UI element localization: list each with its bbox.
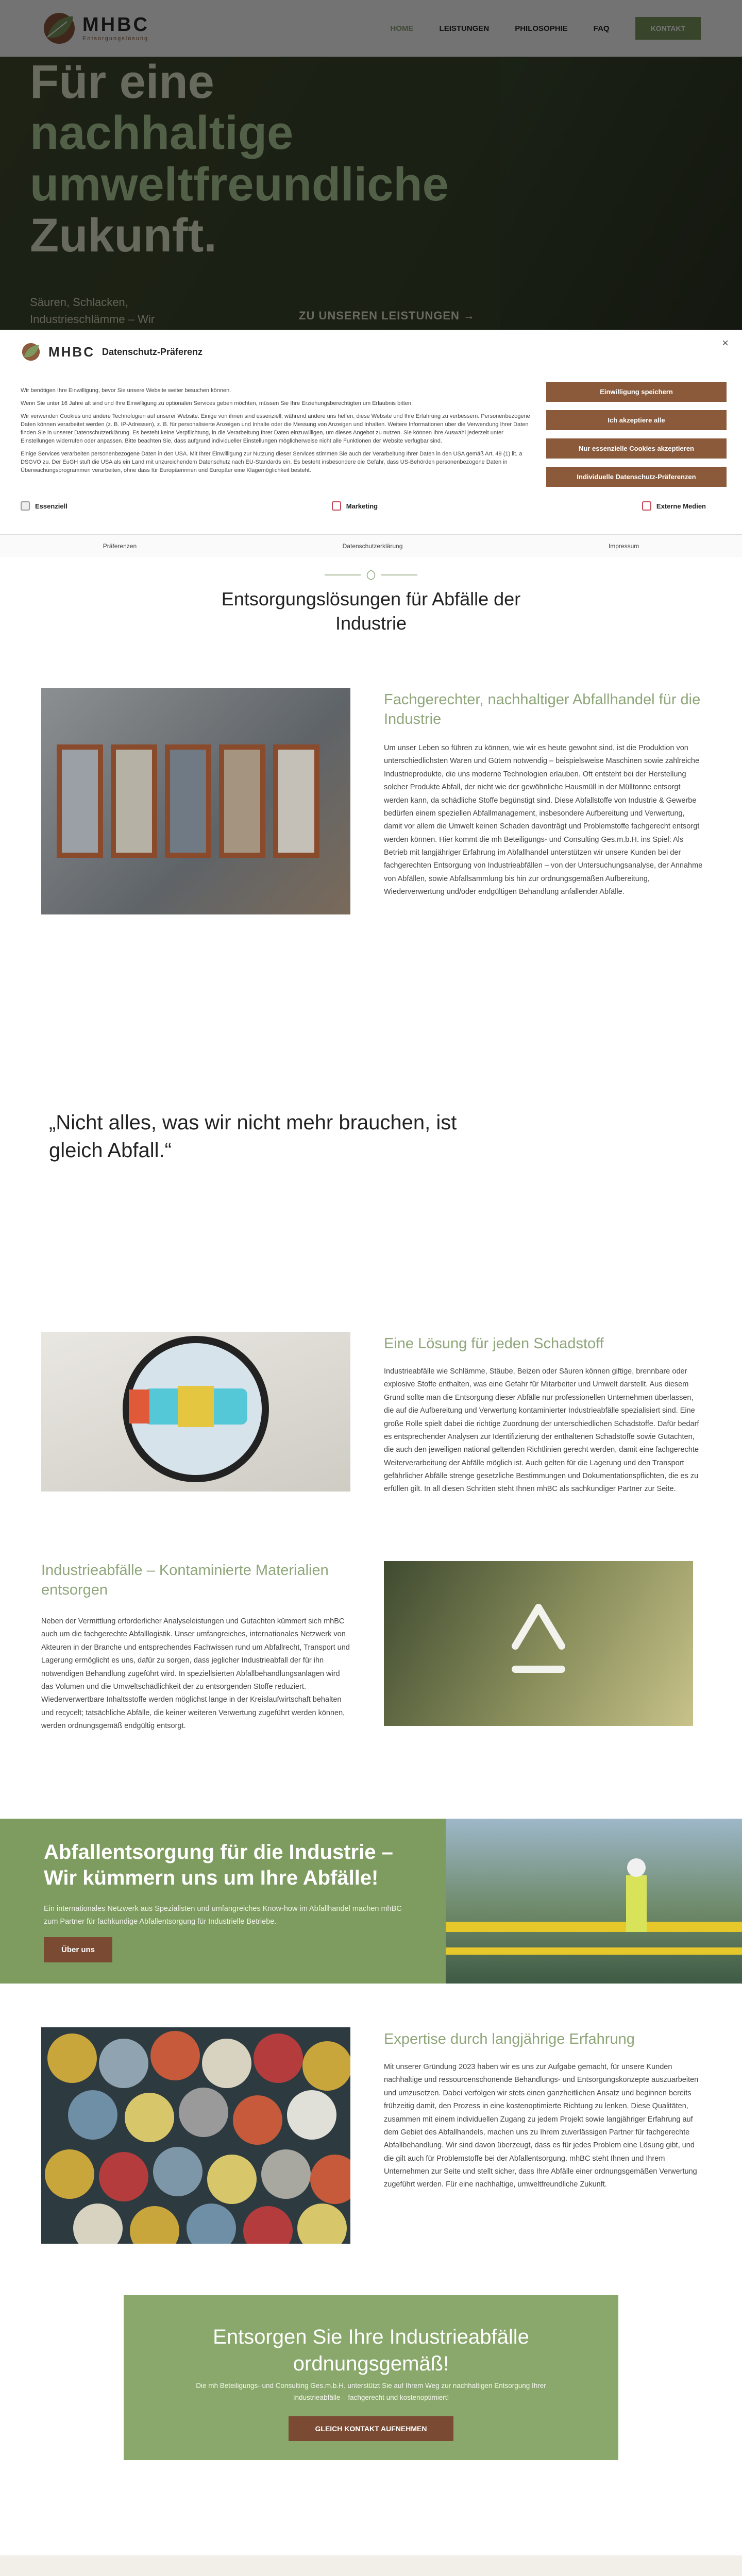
- checkbox[interactable]: [332, 501, 341, 511]
- cookie-header: [0, 330, 742, 362]
- cookie-paragraph: Einige Services verarbeiten personenbezogene Daten in den USA. Mit Ihrer Einwilligung zur Nutzung dieser Services stimmen Sie auch der Verarbeitung Ihrer Daten in den USA gemäß Art. 49 (1) lit. a DSGVO zu. Der EuGH stuft die USA als ein Land mit unzureichendem Datenschutz nach EU-Standards ein. Es besteht insbesondere die Gefahr, dass US-Behörden personenbezogene Daten in Überwachungsprogrammen verarbeiten, ohne dass für Europäerinnen und Europäer eine Klagemöglichkeit besteht.: [21, 450, 522, 473]
- block-title: Expertise durch langjährige Erfahrung: [384, 2031, 635, 2047]
- site-footer: [0, 2555, 742, 2576]
- toggle-essential[interactable]: [21, 501, 68, 511]
- cookie-link-privacy[interactable]: Datenschutzerklärung: [342, 542, 403, 550]
- cta-title-line: Entsorgen Sie Ihre Industrieabfälle: [213, 2326, 529, 2348]
- checkbox[interactable]: [642, 501, 651, 511]
- save-consent-button[interactable]: Einwilligung speichern: [546, 382, 727, 402]
- contact-now-button[interactable]: GLEICH KONTAKT AUFNEHMEN: [289, 2416, 453, 2441]
- cookie-consent-banner: [0, 330, 742, 556]
- cta-text: Die mh Beteiligungs- und Consulting Ges.m.b.H. unterstützt Sie auf Ihrem Weg zur nachhaltigen Entsorgung Ihrer Industrieabfälle – fachgerecht und kostenoptimiert!: [196, 2382, 546, 2401]
- scrap-bins-illustration: [41, 688, 350, 914]
- toggle-label: Marketing: [346, 502, 378, 510]
- contact-cta: [124, 2295, 618, 2460]
- cookie-brand: MHBC: [48, 344, 95, 360]
- quote: „Nicht alles, was wir nicht mehr brauchen, ist gleich Abfall.“: [49, 1111, 457, 1162]
- scrap-metal-image: [41, 688, 350, 914]
- cookie-categories: [21, 501, 706, 511]
- banner-title: Abfallentsorgung für die Industrie – Wir kümmern uns um Ihre Abfälle!: [44, 1841, 393, 1889]
- individual-preferences-button[interactable]: Individuelle Datenschutz-Präferenzen: [546, 467, 727, 487]
- plant-illustration: [446, 1819, 742, 1984]
- block-text: Neben der Vermittlung erforderlicher Analyseleistungen und Gutachten kümmert sich mhBC auch um die fachgerechte Abfalllogistik. Unser umfangreiches, internationales Netzwerk von Akteuren in der Branche und entsprechendes Fachwissen rund um Abfallrecht, Transport und Lagerung ermöglicht es uns, dafür zu sorgen, dass jeglicher Industrieabfall der für ihn notwendigen Behandlung zugeführt wird. In speziellsierten Abfallbehandlungsanlagen wird das Volumen und die Umweltschädlichkeit der zu entsorgenden Stoffe reduziert. Wiederverwertbare Inhaltsstoffe werden möglichst lange in der Kreislaufwirtschaft behalten und recycelt; tatsächliche Abfälle, die keiner weiteren Verwertung zugeführt werden können, werden ordnungsgemäß endgültig entsorgt.: [41, 1617, 350, 1730]
- cookie-text: [21, 387, 536, 479]
- block-title: Eine Lösung für jeden Schadstoff: [384, 1335, 604, 1352]
- about-banner: [0, 1819, 742, 1984]
- about-us-button[interactable]: Über uns: [44, 1937, 112, 1962]
- block-text: Um unser Leben so führen zu können, wie wir es heute gewohnt sind, ist die Produktion von unterschiedlichsten Waren und Gütern notwendig – beispielsweise Maschinen sowie zahlreiche Industrieprodukte, die uns moderne Technologien erlauben. Oft entsteht bei der Herstellung solcher Produkte Abfall, der nicht wie der gewöhnliche Hausmüll in der Mülltonne entsorgt werden kann, da schädliche Stoffe begünstigt sind. Diese Abfallstoffe von Industrie & Gewerbe bedürfen einem speziellen Abfallmanagement, insbesondere Aufbereitung und Verwertung, damit vor allem die Umwelt keinen Schaden davonträgt und Problemstoffe fachgerecht entsorgt werden können. Hier kommt die mh Beteiligungs- und Consulting Ges.m.b.H. ins Spiel: Als Betrieb mit langjähriger Erfahrung im Abfallhandel unterstützen wir unsere Kunden bei der fachgerechten Entsorgung von Industrieabfällen – von der Untersuchungsanalyse, der Annahme von Abfällen, sowie Abfallsammlung bis hin zur ordnungsgemäßen Aufbereitung, Wiederverwertung und/oder endgültigen Behandlung anfallender Abfälle.: [384, 744, 703, 896]
- cookie-paragraph: Wenn Sie unter 16 Jahre alt sind und Ihre Einwilligung zu optionalen Services geben möchten, müssen Sie Ihre Erziehungsberechtigten um Erlaubnis bitten.: [21, 400, 413, 406]
- toggle-external-media[interactable]: [642, 501, 706, 511]
- toggle-label: Externe Medien: [656, 502, 706, 510]
- leaf-divider-icon: [319, 569, 423, 581]
- batteries-image: [41, 2027, 350, 2244]
- treatment-plant-image: [446, 1819, 742, 1984]
- cta-title-line: ordnungsgemäß!: [293, 2352, 449, 2375]
- section-title-line: Industrie: [335, 612, 407, 634]
- block-text: Mit unserer Gründung 2023 haben wir es uns zur Aufgabe gemacht, für unsere Kunden nachhaltige und ressourcenschonende Behandlungs- und Entsorgungskonzepte auszuarbeiten und umzusetzen. Dabei verfolgen wir stets einen ganzheitlichen Ansatz und beginnen bereits frühzeitig damit, den Prozess in eine kostenoptimierte Richtung zu lenken. Diese Qualitäten, zusammen mit einem individuellen Zugang zu jedem Projekt sowie langjähriger Erfahrung auf dem Gebiet des Abfallhandels, machen uns zu Ihrem zuverlässigen Partner für fachgerechte Abfallbehandlung. Wir sind davon überzeugt, dass es für jedes Problem eine Lösung gibt, und die gilt auch für Problemstoffe bei der Abfallentsorgung. mhBC steht Ihnen und Ihrem Unternehmen zur Seite und stellt sicher, dass Ihre Abfälle einer ordnungsgemäßen Verwertung zugeführt werden. Für eine nachhaltige, umweltfreundliche Zukunft.: [384, 2063, 699, 2189]
- toggle-marketing[interactable]: [332, 501, 378, 511]
- magnifier-vial-illustration: [41, 1332, 350, 1492]
- cookie-title: Datenschutz-Präferenz: [102, 346, 203, 357]
- checkbox[interactable]: [21, 501, 30, 511]
- toggle-label: Essenziell: [35, 502, 68, 510]
- cookie-buttons: [546, 382, 727, 487]
- recycle-icon: [384, 1561, 693, 1726]
- leaf-logo-icon: [21, 342, 41, 362]
- accept-all-button[interactable]: Ich akzeptiere alle: [546, 410, 727, 430]
- cookie-link-preferences[interactable]: Präferenzen: [103, 542, 137, 550]
- accept-essential-button[interactable]: Nur essenzielle Cookies akzeptieren: [546, 438, 727, 459]
- section-title-line: Entsorgungslösungen für Abfälle der: [221, 588, 521, 609]
- batteries-illustration: [41, 2027, 350, 2244]
- block-title: Industrieabfälle – Kontaminierte Materialien entsorgen: [41, 1562, 329, 1598]
- cta-title: [124, 2324, 618, 2377]
- block-title: Fachgerechter, nachhaltiger Abfallhandel für die Industrie: [384, 691, 701, 727]
- cookie-links: [0, 534, 742, 557]
- cookie-paragraph: Wir benötigen Ihre Einwilligung, bevor Sie unsere Website weiter besuchen können.: [21, 387, 231, 394]
- cookie-link-imprint[interactable]: Impressum: [608, 542, 639, 550]
- block-text: Industrieabfälle wie Schlämme, Stäube, Beizen oder Säuren können giftige, brennbare oder explosive Stoffe enthalten, was eine Gefahr für Mitarbeiter und Umwelt darstellt. Aus diesem Grund sollte man die Entsorgung dieser Abfälle nur professionellen Unternehmen überlassen, die auf die Aufbereitung und Verwertung kontaminierter Industrieabfälle spezialisiert sind. Eine große Rolle spielt dabei die richtige Zuordnung der unterschiedlichen Schadstoffe. Dafür bedarf es entsprechender Analysen zur Identifizierung der enthaltenen Schadstoffe sowie Gutachten, die auch den jeweiligen national geltenden Richtlinien gerecht werden, damit eine fachgerechte Weiterverarbeitung der Abfälle möglich ist. Auch gelten für die Lagerung und den Transport gefährlicher Abfälle strenge gesetzliche Bestimmungen und Dokumentationspflichten, die es zu erfüllen gilt. In all diesen Schritten steht Ihnen mhBC als sachkundiger Partner zur Seite.: [384, 1367, 699, 1494]
- banner-text: Ein internationales Netzwerk aus Spezialisten und umfangreiches Know-how im Abfallhandel machen mhBC zum Partner für fachkundige Abfallentsorgung für Industrielle Betriebe.: [44, 1905, 402, 1926]
- close-icon[interactable]: ×: [722, 336, 729, 349]
- recycling-image: [384, 1561, 693, 1726]
- cookie-paragraph: Wir verwenden Cookies und andere Technologien auf unserer Website. Einige von ihnen sind essenziell, während andere uns helfen, diese Website und Ihre Erfahrung zu verbessern. Personenbezogene Daten können verarbeitet werden (z. B. IP-Adressen), z. B. für personalisierte Anzeigen und Inhalte oder die Messung von Anzeigen und Inhalten. Weitere Informationen über die Verwendung Ihrer Daten finden Sie in unserer Datenschutzerklärung. Es besteht keine Verpflichtung, in die Verarbeitung Ihrer Daten einzuwilligen, um dieses Angebot zu nutzen. Sie können Ihre Auswahl jederzeit unter Einstellungen widerrufen oder anpassen. Bitte beachten Sie, dass aufgrund individueller Einstellungen möglicherweise nicht alle Funktionen der Website verfügbar sind.: [21, 413, 530, 444]
- hazard-vial-image: [41, 1332, 350, 1492]
- section-title: [165, 587, 577, 636]
